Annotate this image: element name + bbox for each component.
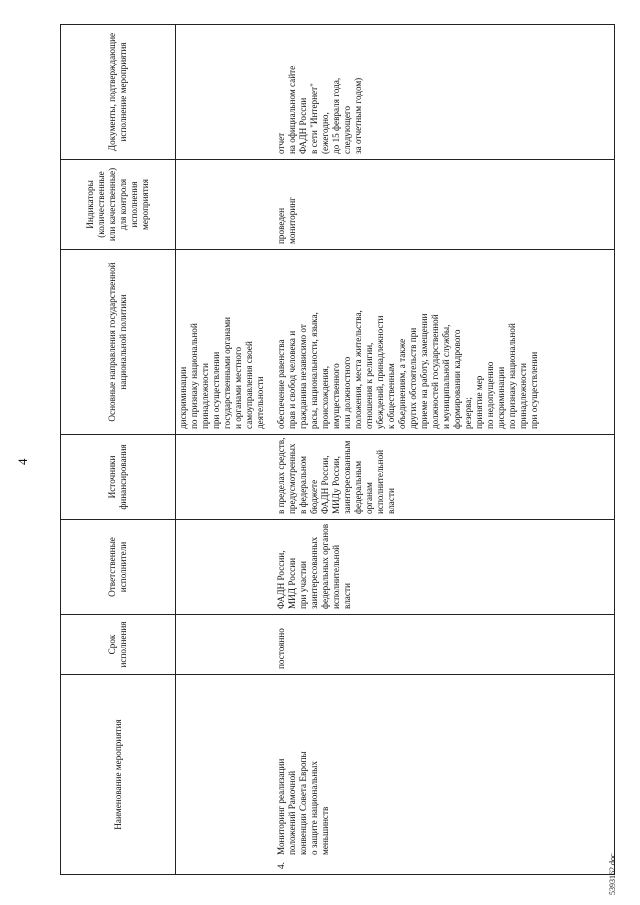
text-line: самоуправления своей bbox=[244, 341, 254, 429]
text-line: государственными органами bbox=[222, 317, 232, 429]
header-documents: Документы, подтверждающие исполнение мероприятия bbox=[61, 25, 176, 160]
text-line: до 15 февраля года, bbox=[330, 77, 341, 154]
text-line: Мониторинг реализации bbox=[275, 758, 286, 855]
text-line: при участии bbox=[297, 561, 308, 609]
text-line: в сети "Интернет" bbox=[308, 83, 319, 154]
header-indicators: Индикаторы (количественные или качественные) для контроля исполнения мероприятия bbox=[61, 160, 176, 250]
text-line: заинтересованным bbox=[341, 440, 352, 514]
text-line: меньшинств bbox=[319, 806, 330, 855]
text-line: прав и свобод человека и bbox=[286, 330, 297, 429]
footer-doc-code: 5393162.doc bbox=[608, 853, 617, 895]
text-line: мониторинг bbox=[286, 197, 297, 244]
text-line: МИД России bbox=[286, 557, 297, 609]
text-line: по признаку национальной bbox=[189, 323, 199, 429]
text-line: предусмотренных bbox=[286, 443, 297, 514]
text-line: отношения к религии, bbox=[363, 342, 374, 429]
text-line: должностей государственной bbox=[429, 314, 440, 429]
text-line: убеждений, принадлежности bbox=[374, 315, 385, 429]
text-line: (ежегодно, bbox=[319, 112, 330, 154]
text-line: органам bbox=[363, 482, 374, 514]
row-name-cell bbox=[274, 675, 615, 875]
text-line: отчет bbox=[275, 132, 286, 154]
table-header-row bbox=[61, 25, 176, 875]
table-row bbox=[274, 25, 615, 875]
row-indicators-cell bbox=[274, 160, 615, 250]
text-line: дискриминации bbox=[178, 366, 188, 429]
page-number: 4 bbox=[15, 458, 30, 465]
row-deadline-cell: постоянно bbox=[274, 615, 615, 675]
text-line: других обстоятельств при bbox=[407, 327, 418, 429]
row-executors-cell bbox=[274, 520, 615, 615]
text-line: расы, национальности, языка, bbox=[308, 312, 319, 429]
row-directions-cell bbox=[274, 250, 615, 435]
row-number: 4. bbox=[275, 862, 286, 869]
action-plan-table bbox=[60, 24, 615, 875]
text-line: по признаку национальной bbox=[506, 323, 517, 429]
header-directions: Основные направления государственной национальной политики bbox=[61, 250, 176, 435]
header-funding: Источники финансирования bbox=[61, 435, 176, 520]
text-line: резерва; bbox=[462, 397, 473, 429]
text-line: власти bbox=[341, 583, 352, 609]
text-line: исполнительной bbox=[374, 449, 385, 514]
text-line: деятельности bbox=[255, 376, 265, 429]
text-line: власти bbox=[385, 488, 396, 514]
text-line: положений Рамочной bbox=[286, 770, 297, 855]
text-line: заинтересованных bbox=[308, 536, 319, 609]
text-line: обеспечение равенства bbox=[275, 339, 286, 429]
text-line: при осуществлении bbox=[211, 351, 221, 429]
text-line: или должностного bbox=[341, 356, 352, 429]
text-line: происхождения, bbox=[319, 365, 330, 429]
text-line: на официальном сайте bbox=[286, 65, 297, 154]
text-line: следующего bbox=[341, 105, 352, 154]
text-line: о защите национальных bbox=[308, 761, 319, 855]
text-line: проведен bbox=[275, 207, 286, 244]
text-line: принадлежности bbox=[517, 363, 528, 429]
text-line: ФАДН России, bbox=[319, 455, 330, 514]
text-line: имущественного bbox=[330, 363, 341, 429]
text-line: и органами местного bbox=[233, 346, 243, 429]
row-funding-cell bbox=[274, 435, 615, 520]
text-line: бюджете bbox=[308, 479, 319, 514]
text-line: в пределах средств, bbox=[275, 437, 286, 514]
text-line: ФАДН России bbox=[297, 97, 308, 154]
text-line: гражданина независимо от bbox=[297, 324, 308, 429]
text-line: ФАДН России, bbox=[275, 550, 286, 609]
continuation-row bbox=[176, 25, 274, 875]
text-line: федеральным bbox=[352, 460, 363, 514]
text-line: принятие мер bbox=[473, 375, 484, 429]
header-executors: Ответственные исполнители bbox=[61, 520, 176, 615]
text-line: дискриминации bbox=[495, 366, 506, 429]
text-line: за отчетным годом) bbox=[352, 77, 363, 154]
text-line: приеме на работу, замещении bbox=[418, 313, 429, 429]
text-line: формировании кадрового bbox=[451, 329, 462, 429]
text-line: и муниципальной службы, bbox=[440, 324, 451, 429]
continuation-directions-cell bbox=[176, 250, 274, 435]
text-line: в федеральном bbox=[297, 456, 308, 514]
text-line: объединениям, а также bbox=[396, 338, 407, 429]
text-line: исполнительной bbox=[330, 544, 341, 609]
text-line: принадлежности bbox=[200, 363, 210, 429]
text-line: федеральных органов bbox=[319, 523, 330, 609]
header-deadline: Срок исполнения bbox=[61, 615, 176, 675]
text-line: МИДу России, bbox=[330, 456, 341, 514]
row-documents-cell bbox=[274, 25, 615, 160]
text-line: к общественным bbox=[385, 363, 396, 429]
text-line: по недопущению bbox=[484, 361, 495, 429]
text-line: при осуществлении bbox=[528, 351, 539, 429]
text-line: положения, места жительства, bbox=[352, 310, 363, 429]
header-name: Наименование мероприятия bbox=[61, 675, 176, 875]
text-line: конвенции Совета Европы bbox=[297, 751, 308, 855]
